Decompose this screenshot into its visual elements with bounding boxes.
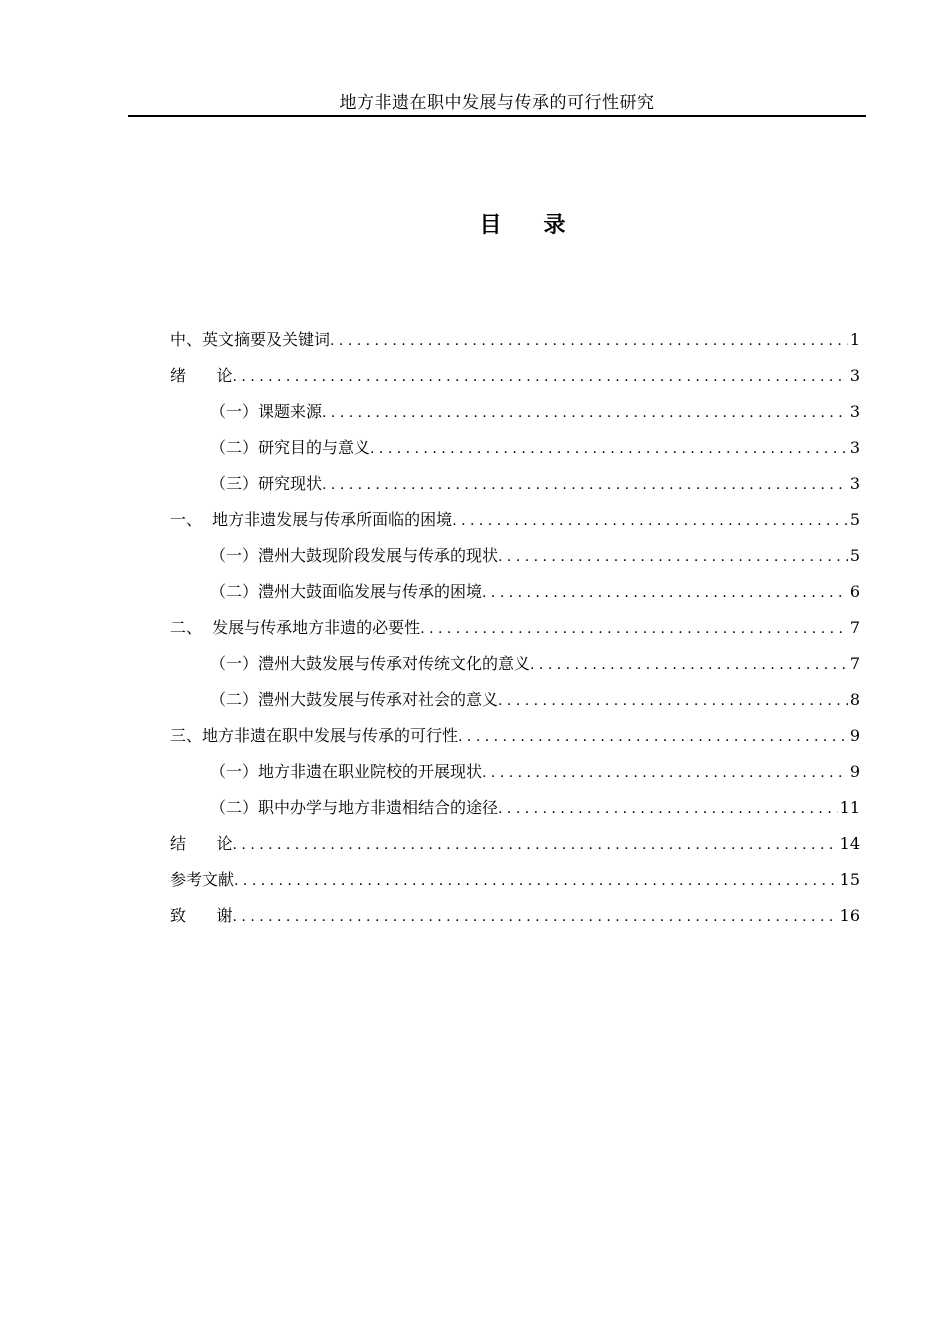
toc-entry[interactable] (170, 904, 860, 940)
toc-entry-label: 一、 地方非遗发展与传承所面临的困境 (170, 510, 453, 529)
toc-leader-dots (482, 761, 848, 785)
toc-leader-dots (233, 905, 838, 929)
toc-entry-page: 6 (849, 582, 860, 601)
toc-entry[interactable] (170, 652, 860, 688)
toc-entry-label: （二）研究目的与意义 (210, 438, 371, 457)
toc-entry-label: （一）澧州大鼓发展与传承对传统文化的意义 (210, 654, 531, 673)
running-header: 地方非遗在职中发展与传承的可行性研究 (339, 93, 655, 113)
toc-leader-dots (420, 617, 848, 641)
toc-entry-page: 5 (849, 546, 860, 565)
toc-leader-dots (530, 653, 848, 677)
toc-entry[interactable] (170, 616, 860, 652)
toc-entry[interactable] (170, 436, 860, 472)
toc-entry-page: 7 (849, 618, 860, 637)
toc-leader-dots (322, 401, 848, 425)
toc-entry-label: 二、 发展与传承地方非遗的必要性 (170, 618, 421, 637)
toc-entry-label: （一）地方非遗在职业院校的开展现状 (210, 762, 483, 781)
toc-entry-label: 参考文献 (170, 870, 235, 889)
toc-leader-dots (498, 797, 838, 821)
table-of-contents (170, 328, 860, 940)
toc-entry[interactable] (170, 328, 860, 364)
toc-entry-page: 15 (839, 870, 860, 889)
toc-entry[interactable] (170, 400, 860, 436)
toc-entry-page: 3 (849, 474, 860, 493)
toc-entry[interactable] (170, 868, 860, 904)
toc-entry-label: 结 论 (170, 834, 233, 853)
toc-entry-page: 11 (839, 798, 860, 817)
toc-entry-label: 中、英文摘要及关键词 (170, 330, 331, 349)
toc-title (0, 210, 950, 240)
toc-leader-dots (233, 365, 848, 389)
toc-entry-page: 3 (849, 402, 860, 421)
toc-leader-dots (498, 689, 848, 713)
toc-entry-label: （三）研究现状 (210, 474, 323, 493)
toc-entry-page: 5 (849, 510, 860, 529)
toc-entry-page: 14 (839, 834, 860, 853)
toc-entry-page: 1 (849, 330, 860, 349)
toc-entry-label: 绪 论 (170, 366, 233, 385)
toc-entry[interactable] (170, 832, 860, 868)
toc-entry-label: （二）澧州大鼓发展与传承对社会的意义 (210, 690, 499, 709)
toc-leader-dots (458, 725, 848, 749)
toc-entry[interactable] (170, 544, 860, 580)
toc-entry[interactable] (170, 724, 860, 760)
toc-entry-label: 三、地方非遗在职中发展与传承的可行性 (170, 726, 459, 745)
toc-entry-page: 9 (849, 726, 860, 745)
toc-entry[interactable] (170, 580, 860, 616)
toc-entry-label: （一）课题来源 (210, 402, 323, 421)
toc-leader-dots (234, 869, 838, 893)
toc-title-char-2: 录 (543, 212, 566, 238)
toc-title-char-1: 目 (479, 212, 502, 238)
toc-entry-label: 致 谢 (170, 906, 233, 925)
toc-entry[interactable] (170, 760, 860, 796)
toc-entry[interactable] (170, 688, 860, 724)
toc-entry[interactable] (170, 472, 860, 508)
toc-entry-page: 3 (849, 366, 860, 385)
toc-leader-dots (370, 437, 848, 461)
toc-leader-dots (482, 581, 848, 605)
header-rule (128, 115, 866, 117)
toc-entry[interactable] (170, 796, 860, 832)
toc-entry-page: 9 (849, 762, 860, 781)
toc-entry[interactable] (170, 508, 860, 544)
toc-entry-label: （一）澧州大鼓现阶段发展与传承的现状 (210, 546, 499, 565)
toc-leader-dots (233, 833, 838, 857)
toc-leader-dots (498, 545, 848, 569)
toc-entry-page: 16 (839, 906, 860, 925)
toc-entry-page: 3 (849, 438, 860, 457)
toc-entry-label: （二）职中办学与地方非遗相结合的途径 (210, 798, 499, 817)
toc-entry-label: （二）澧州大鼓面临发展与传承的困境 (210, 582, 483, 601)
toc-entry-page: 8 (849, 690, 860, 709)
toc-leader-dots (322, 473, 848, 497)
toc-entry[interactable] (170, 364, 860, 400)
toc-entry-page: 7 (849, 654, 860, 673)
toc-leader-dots (452, 509, 848, 533)
toc-leader-dots (330, 329, 848, 353)
